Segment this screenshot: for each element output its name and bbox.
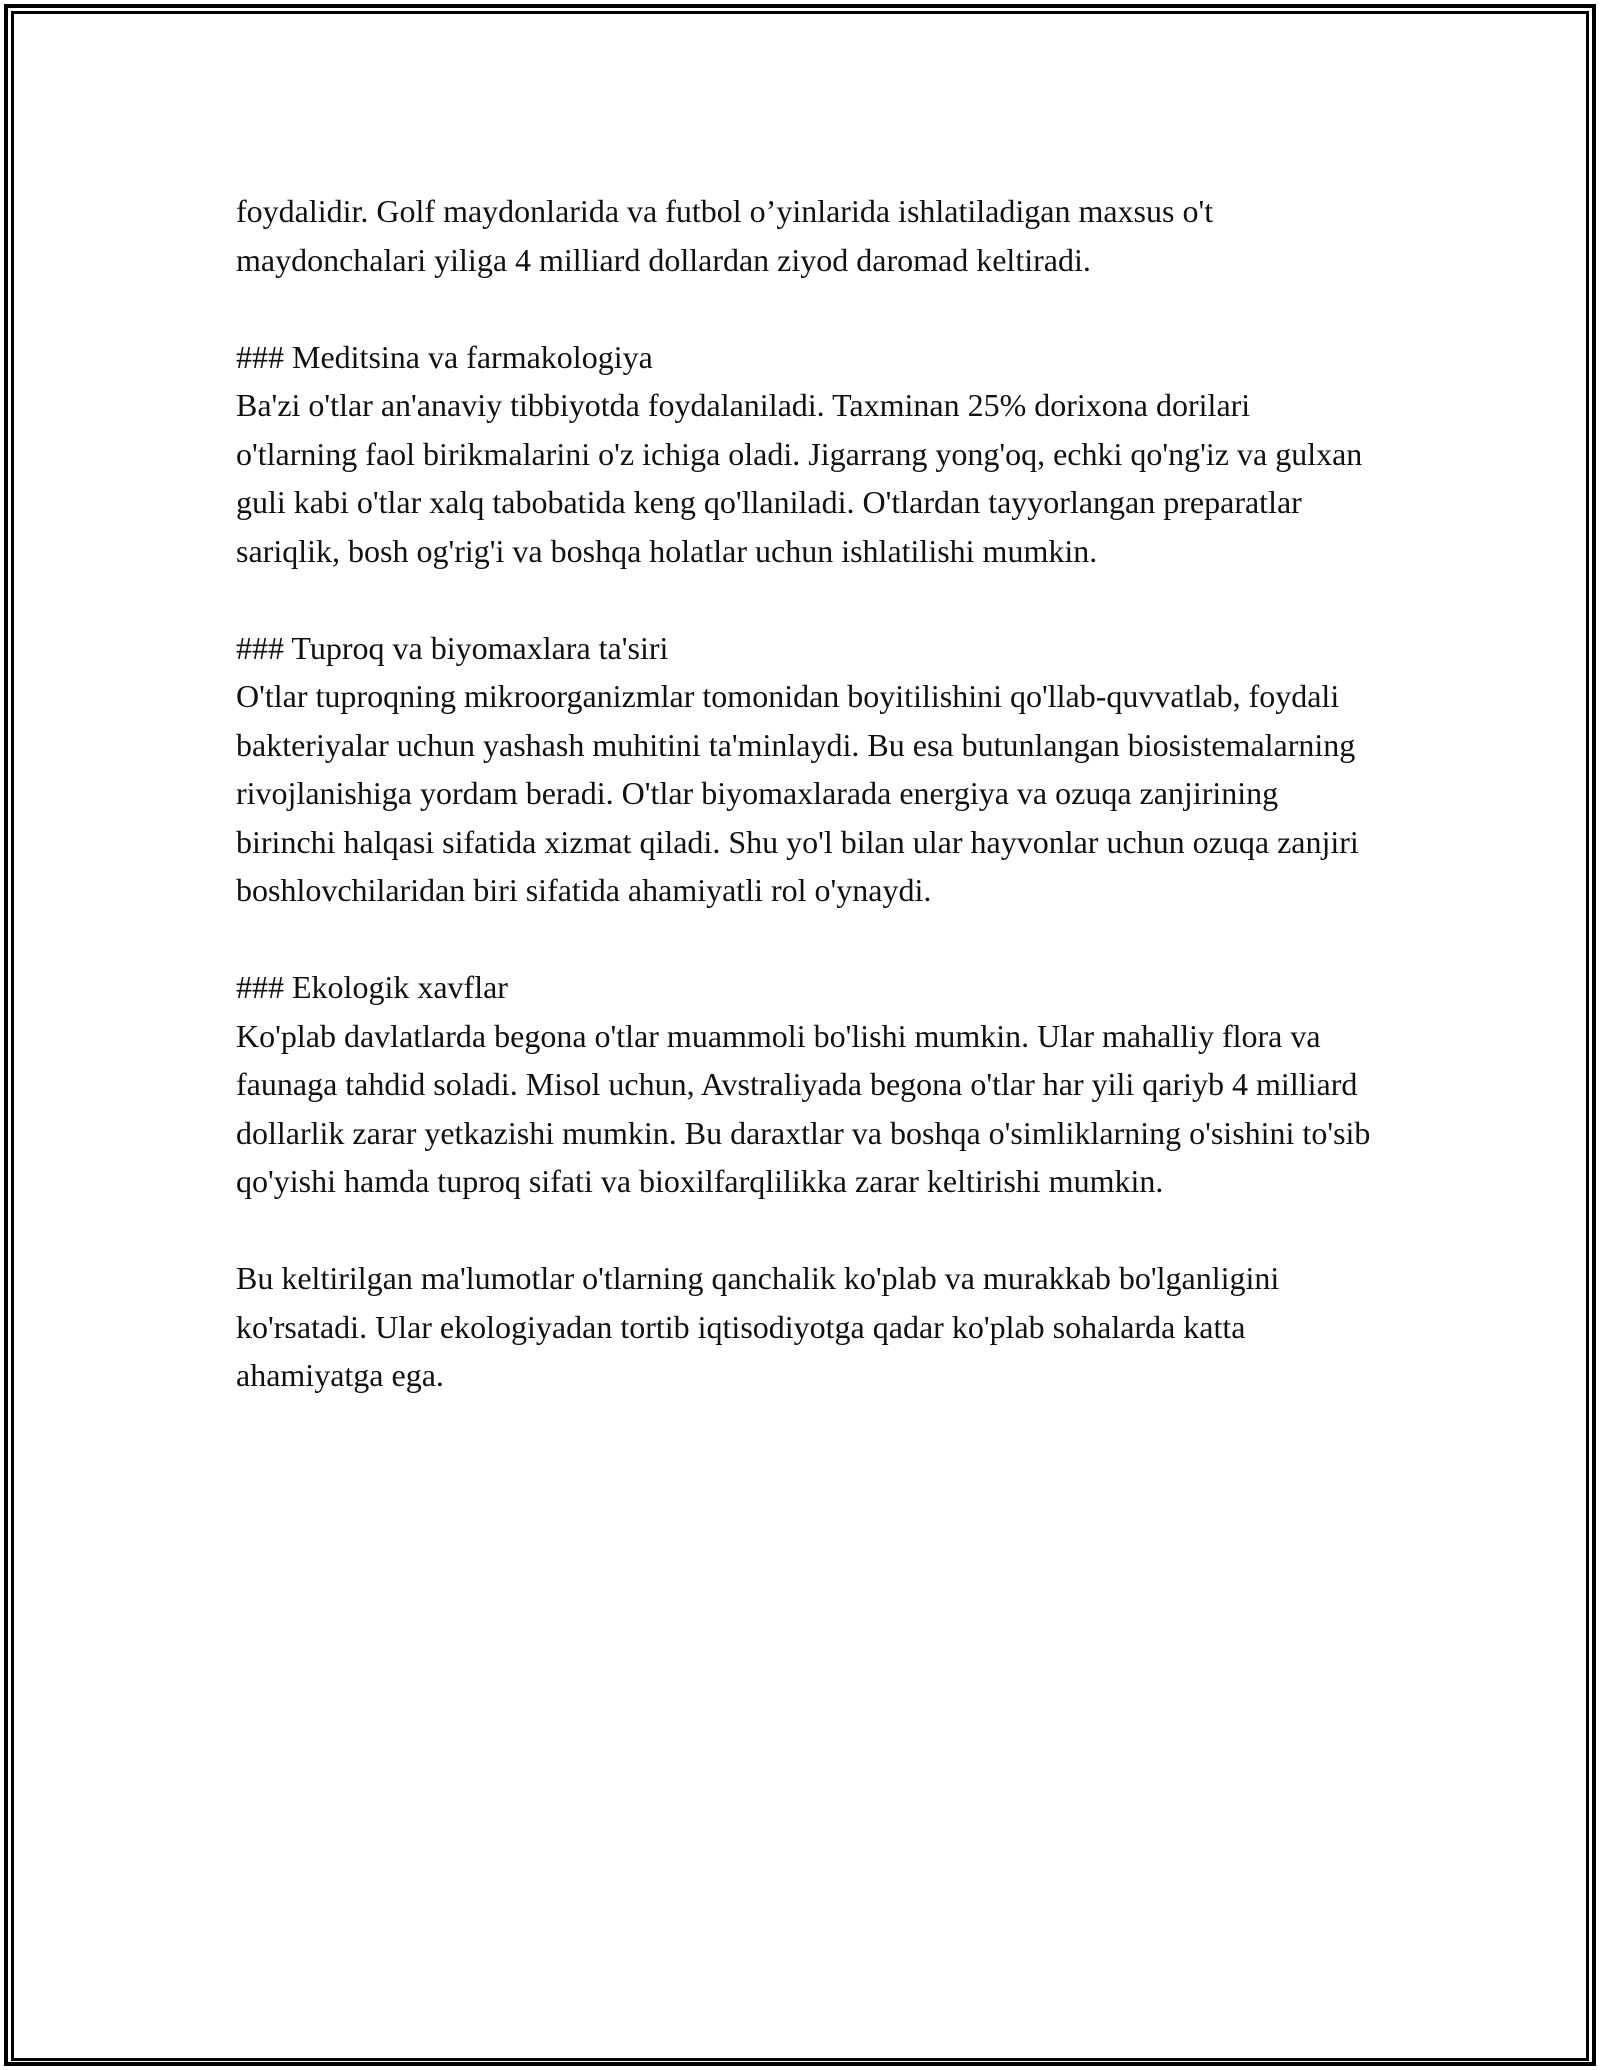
section-ecological-risks [236, 963, 1376, 1206]
section-heading: ### Meditsina va farmakologiya [236, 338, 653, 375]
section-paragraph: O'tlar tuproqning mikroorganizmlar tomonidan boyitilishini qo'llab-quvvatlab, foydali bakteriyalar uchun yashash muhitini ta'minlaydi. Bu esa butunlangan biosistemalarning rivojlanishiga yordam beradi. O'tlar biyomaxlarada energiya va ozuqa zanjirining birinchi halqasi sifatida xizmat qiladi. Shu yo'l bilan ular hayvonlar uchun ozuqa zanjiri boshlovchilaridan biri sifatida ahamiyatli rol o'ynaydi. [236, 678, 1359, 908]
section-paragraph: Ko'plab davlatlarda begona o'tlar muammoli bo'lishi mumkin. Ular mahalliy flora va faunaga tahdid soladi. Misol uchun, Avstraliyada begona o'tlar har yili qariyb 4 milliard dollarlik zarar yetkazishi mumkin. Bu daraxtlar va boshqa o'simliklarning o'sishini to'sib qo'yishi hamda tuproq sifati va bioxilfarqlilikka zarar keltirishi mumkin. [236, 1017, 1371, 1199]
section-medicine [236, 333, 1376, 576]
intro-paragraph: foydalidir. Golf maydonlarida va futbol o’yinlarida ishlatiladigan maxsus o't maydonchalari yiliga 4 milliard dollardan ziyod daromad keltiradi. [236, 193, 1214, 278]
conclusion-paragraph: Bu keltirilgan ma'lumotlar o'tlarning qanchalik ko'plab va murakkab bo'lganligini ko'rsatadi. Ular ekologiyadan tortib iqtisodiyotga qadar ko'plab sohalarda katta ahamiyatga ega. [236, 1260, 1280, 1393]
section-heading: ### Ekologik xavflar [236, 969, 508, 1005]
conclusion-block [236, 1254, 1376, 1400]
section-heading: ### Tuproq va biyomaxlara ta'siri [236, 629, 669, 666]
document-body [236, 187, 1376, 1448]
section-soil [236, 624, 1376, 915]
section-paragraph: Ba'zi o'tlar an'anaviy tibbiyotda foydalaniladi. Taxminan 25% dorixona dorilari o'tlarning faol birikmalarini o'z ichiga oladi. Jigarrang yong'oq, echki qo'ng'iz va gulxan guli kabi o'tlar xalq tabobatida keng qo'llaniladi. O'tlardan tayyorlangan preparatlar sariqlik, bosh og'rig'i va boshqa holatlar uchun ishlatilishi mumkin. [236, 387, 1363, 569]
intro-block [236, 187, 1376, 284]
